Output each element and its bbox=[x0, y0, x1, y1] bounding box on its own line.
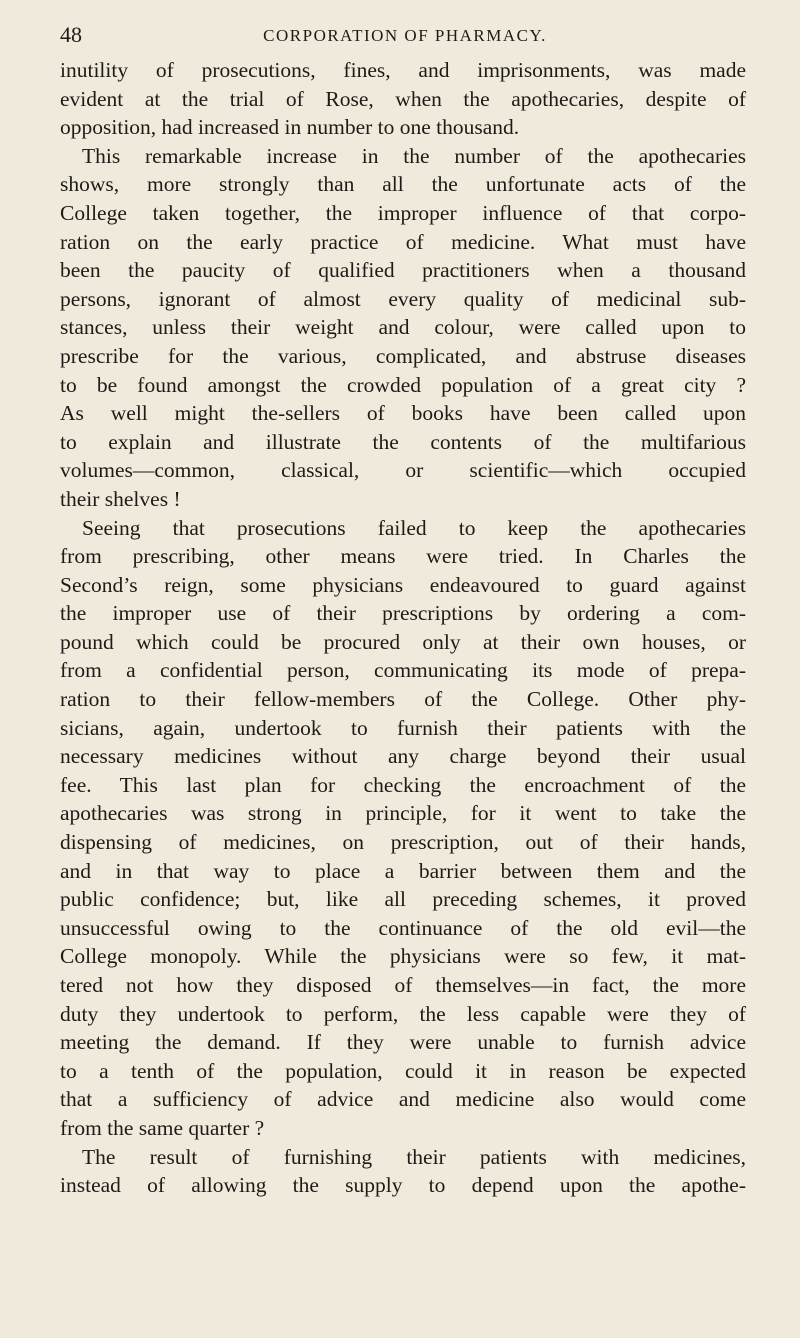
text-line: necessary medicines without any charge beyond their usual bbox=[60, 744, 746, 769]
text-line: unsuccessful owing to the continuance of the old evil—the bbox=[60, 915, 746, 940]
text-line: sicians, again, undertook to furnish their patients with the bbox=[60, 715, 746, 740]
text-line: stances, unless their weight and colour, were called upon to bbox=[60, 315, 746, 340]
text-line: been the paucity of qualified practitioners when a thousand bbox=[60, 258, 746, 283]
text-line: public confidence; but, like all preceding schemes, it proved bbox=[60, 887, 746, 912]
text-line: to explain and illustrate the contents of the multifarious bbox=[60, 429, 746, 454]
text-line: apothecaries was strong in principle, for it went to take the bbox=[60, 801, 746, 826]
text-line: to be found amongst the crowded population of a great city ? bbox=[60, 372, 746, 397]
text-line: College taken together, the improper influence of that corpo- bbox=[60, 200, 746, 225]
text-line: evident at the trial of Rose, when the apothecaries, despite of bbox=[60, 86, 746, 111]
text-line: volumes—common, classical, or scientific—which occupied bbox=[60, 458, 746, 483]
text-line: prescribe for the various, complicated, and abstruse diseases bbox=[60, 343, 746, 368]
text-line: fee. This last plan for checking the encroachment of the bbox=[60, 772, 746, 797]
text-line: from the same quarter ? bbox=[60, 1115, 265, 1140]
text-line: to a tenth of the population, could it in reason be expected bbox=[60, 1058, 746, 1083]
text-line: opposition, had increased in number to one thousand. bbox=[60, 115, 520, 140]
page-header bbox=[60, 22, 750, 52]
text-line: tered not how they disposed of themselves—in fact, the more bbox=[60, 973, 746, 997]
text-line: Second’s reign, some physicians endeavoured to guard against bbox=[60, 572, 746, 597]
text-line: ration to their fellow-members of the College. Other phy- bbox=[60, 687, 746, 712]
text-line: duty they undertook to perform, the less capable were they of bbox=[60, 1001, 746, 1026]
text-line: meeting the demand. If they were unable to furnish advice bbox=[60, 1030, 746, 1055]
text-line: College monopoly. While the physicians were so few, it mat- bbox=[60, 944, 746, 969]
text-line: shows, more strongly than all the unfortunate acts of the bbox=[60, 172, 746, 197]
text-line: that a sufficiency of advice and medicine also would come bbox=[60, 1087, 746, 1112]
text-line: from a confidential person, communicating its mode of prepa- bbox=[60, 658, 746, 683]
running-title: CORPORATION OF PHARMACY. bbox=[263, 26, 547, 45]
text-line: persons, ignorant of almost every quality of medicinal sub- bbox=[60, 286, 746, 311]
text-line: from prescribing, other means were tried. In Charles the bbox=[60, 544, 746, 569]
text-line: As well might the-sellers of books have been called upon bbox=[60, 401, 746, 426]
text-line: and in that way to place a barrier between them and the bbox=[60, 858, 746, 883]
page-number: 48 bbox=[60, 22, 82, 47]
text-line: This remarkable increase in the number of the apothecaries bbox=[82, 143, 746, 168]
text-line: inutility of prosecutions, fines, and imprisonments, was made bbox=[60, 58, 746, 82]
body-text bbox=[60, 56, 746, 1200]
text-line: ration on the early practice of medicine. What must have bbox=[60, 229, 746, 254]
text-line: the improper use of their prescriptions by ordering a com- bbox=[60, 601, 746, 626]
text-line: instead of allowing the supply to depend upon the apothe- bbox=[60, 1173, 746, 1198]
text-line: dispensing of medicines, on prescription, out of their hands, bbox=[60, 830, 746, 855]
text-line: Seeing that prosecutions failed to keep the apothecaries bbox=[82, 515, 746, 540]
text-line: The result of furnishing their patients with medicines, bbox=[82, 1144, 746, 1169]
text-line: pound which could be procured only at their own houses, or bbox=[60, 629, 746, 654]
text-line: their shelves ! bbox=[60, 486, 181, 511]
